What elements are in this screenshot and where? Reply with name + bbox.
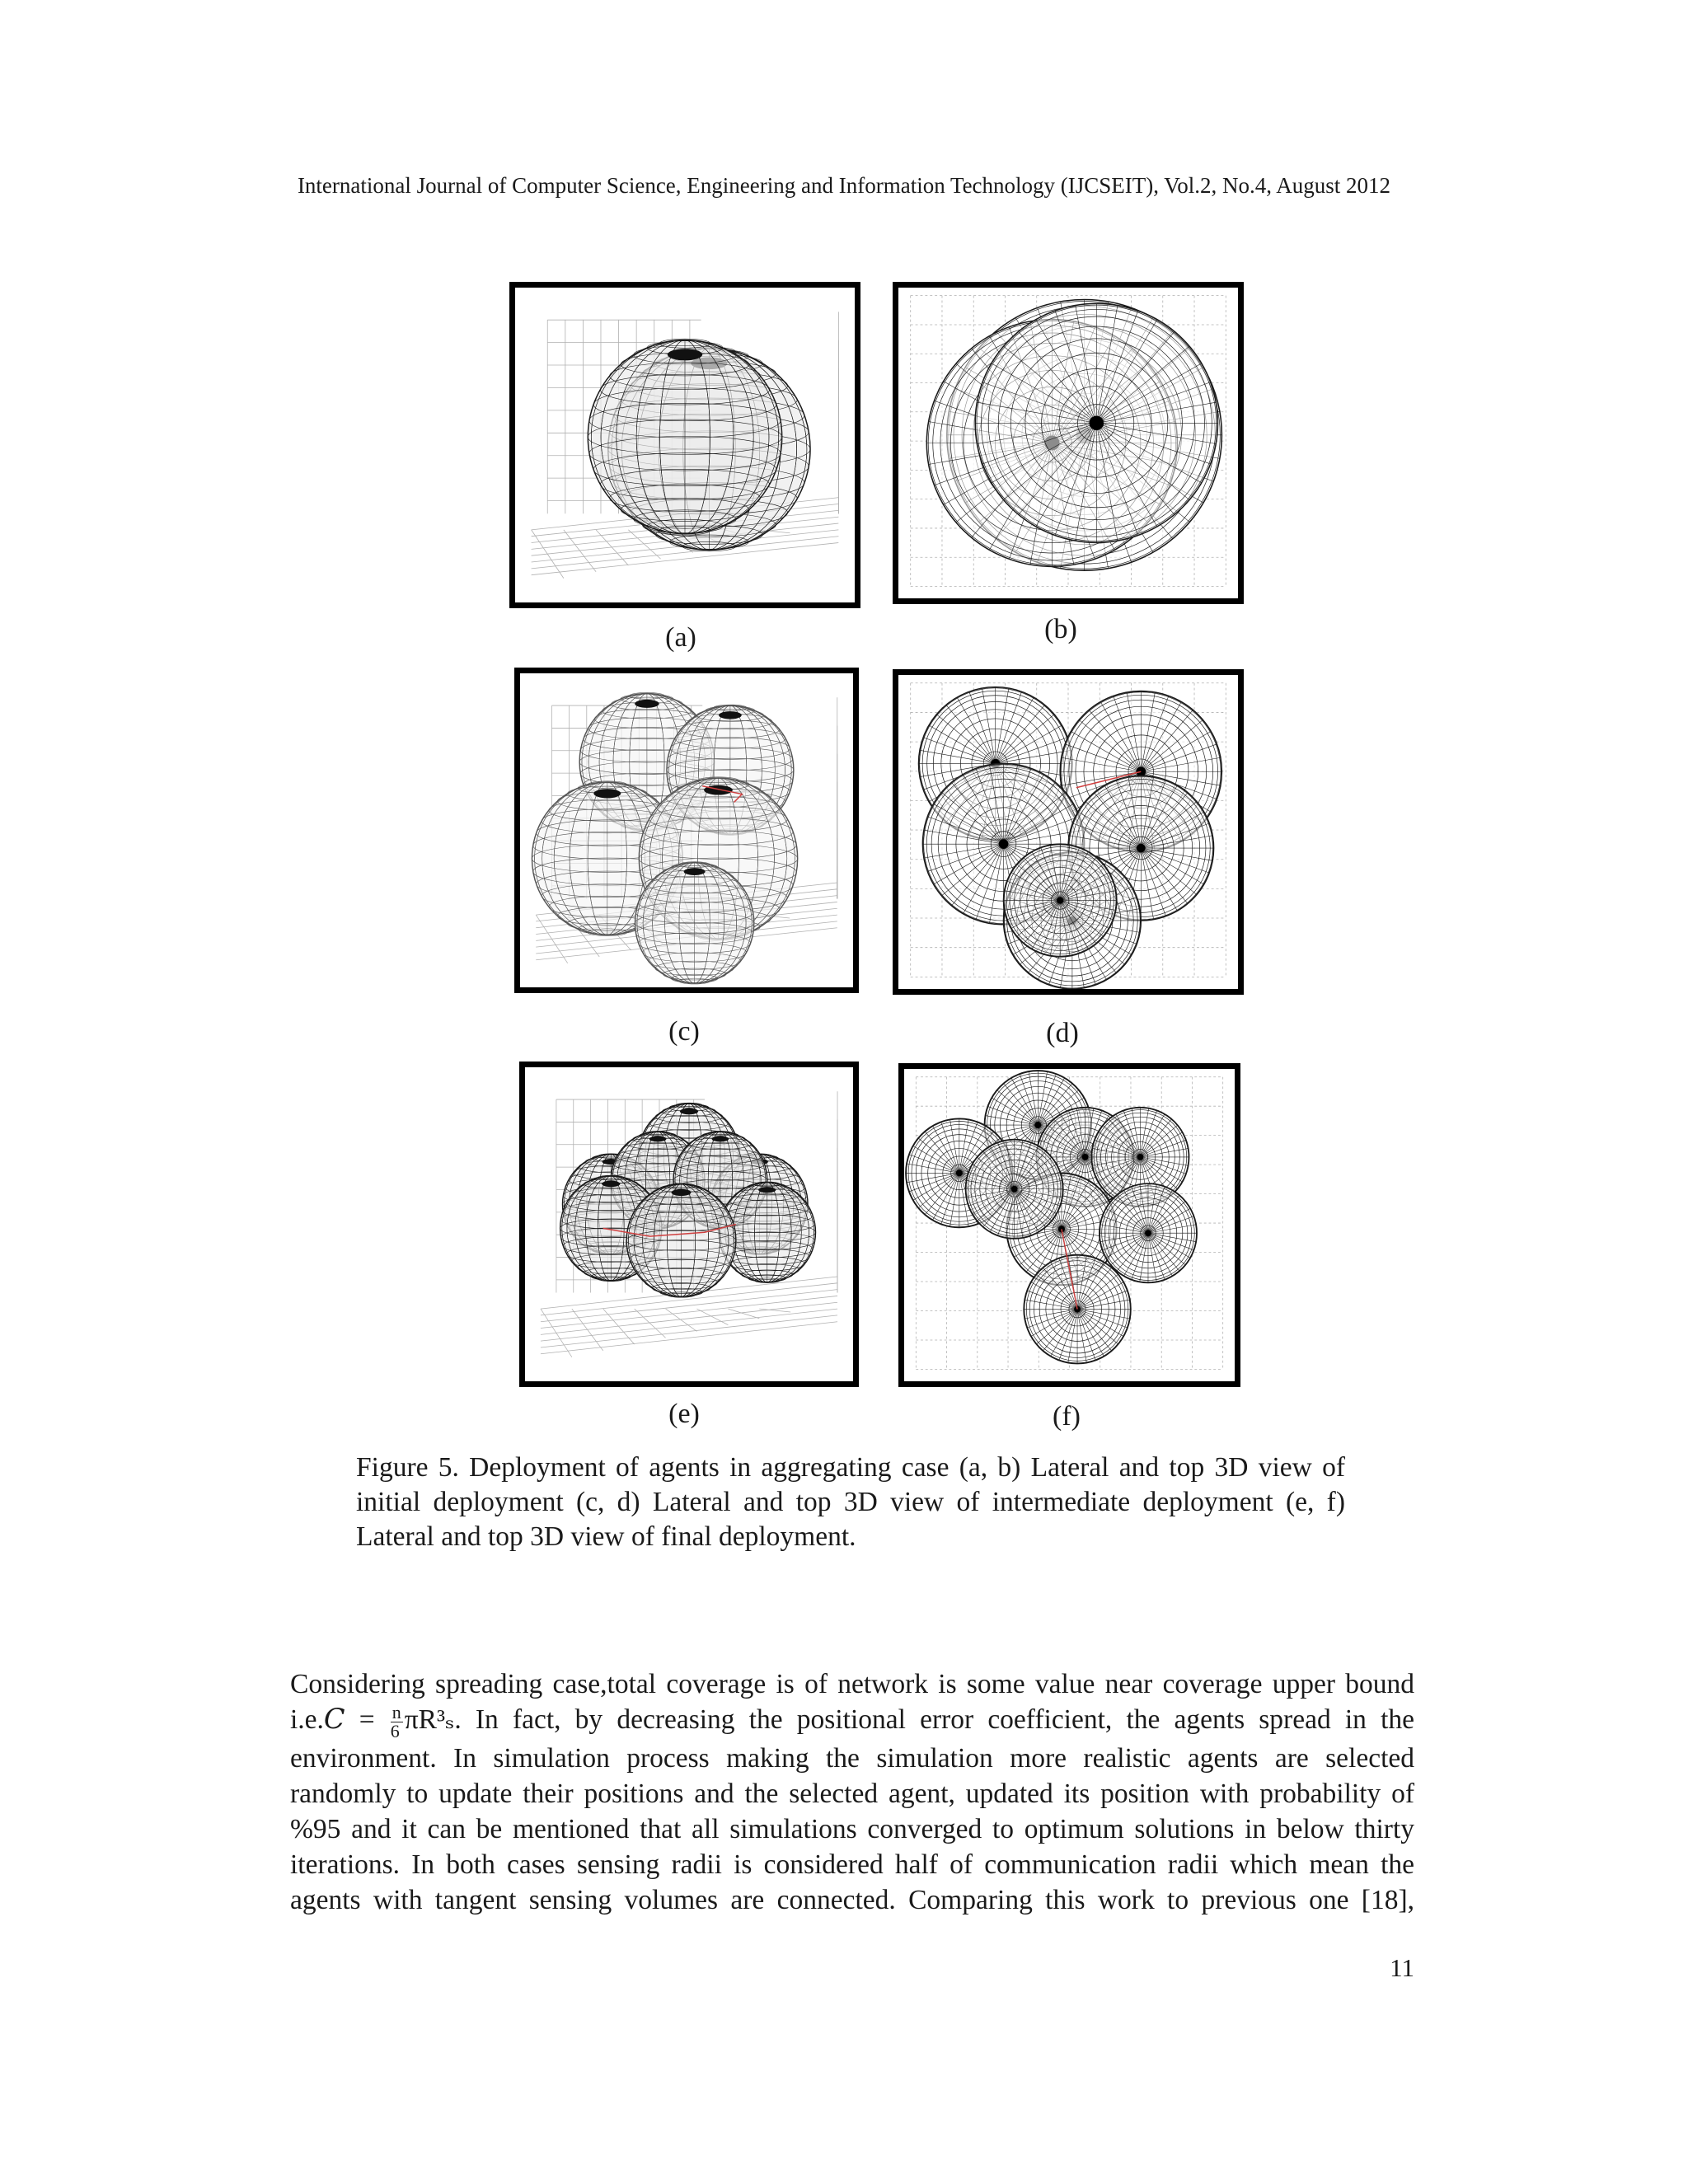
body-line-2 — [290, 1702, 1414, 1741]
wireframe-plot — [904, 1069, 1235, 1381]
panel-label-f: (f) — [1053, 1401, 1081, 1432]
body-line-6: iterations. In both cases sensing radii is considered half of communication radii which mean the — [290, 1849, 1414, 1880]
formula-prefix: i.e.𝐶 = — [290, 1704, 375, 1735]
figure-panel-f — [898, 1063, 1240, 1387]
wireframe-plot — [515, 288, 855, 602]
figure-panel-d — [893, 669, 1244, 995]
wireframe-plot — [525, 1067, 853, 1381]
figure-panel-e — [519, 1062, 859, 1387]
fraction-denominator: 6 — [390, 1720, 400, 1741]
body-line-7: agents with tangent sensing volumes are connected. Comparing this work to previous one [18], — [290, 1884, 1414, 1915]
panel-label-b: (b) — [1044, 614, 1077, 644]
wireframe-plot — [898, 675, 1238, 989]
formula-suffix: πR³ₛ. In fact, by decreasing the positional error coefficient, the agents spread in the — [404, 1704, 1414, 1735]
wireframe-plot — [898, 288, 1238, 598]
wireframe-plot — [520, 673, 853, 987]
fraction-numerator: n — [392, 1701, 401, 1722]
body-line-3: environment. In simulation process making the simulation more realistic agents are selected — [290, 1742, 1414, 1774]
journal-header: International Journal of Computer Science, Engineering and Information Technology (IJCSEIT), Vol.2, No.4, August 2012 — [297, 173, 1391, 198]
figure-panel-a — [509, 282, 860, 608]
panel-label-e: (e) — [668, 1399, 700, 1429]
panel-label-a: (a) — [665, 622, 696, 653]
figure-caption: Figure 5. Deployment of agents in aggregating case (a, b) Lateral and top 3D view of initial deployment (c, d) Lateral and top 3D view of intermediate deployment (e, f) Lateral and top 3D view of final deployment. — [356, 1452, 1345, 1552]
body-paragraph — [290, 1666, 1414, 1918]
body-line-1: Considering spreading case,total coverage is of network is some value near coverage upper bound — [290, 1669, 1414, 1699]
body-line-5: %95 and it can be mentioned that all simulations converged to optimum solutions in below thirty — [290, 1813, 1414, 1844]
body-line-4: randomly to update their positions and the selected agent, updated its position with probability of — [290, 1778, 1414, 1809]
panel-label-d: (d) — [1046, 1018, 1079, 1048]
figure-panel-b — [893, 282, 1244, 604]
figure-panel-c — [514, 668, 859, 993]
panel-label-c: (c) — [668, 1016, 700, 1047]
page-number: 11 — [1390, 1953, 1414, 1982]
formula-fraction — [390, 1701, 403, 1741]
